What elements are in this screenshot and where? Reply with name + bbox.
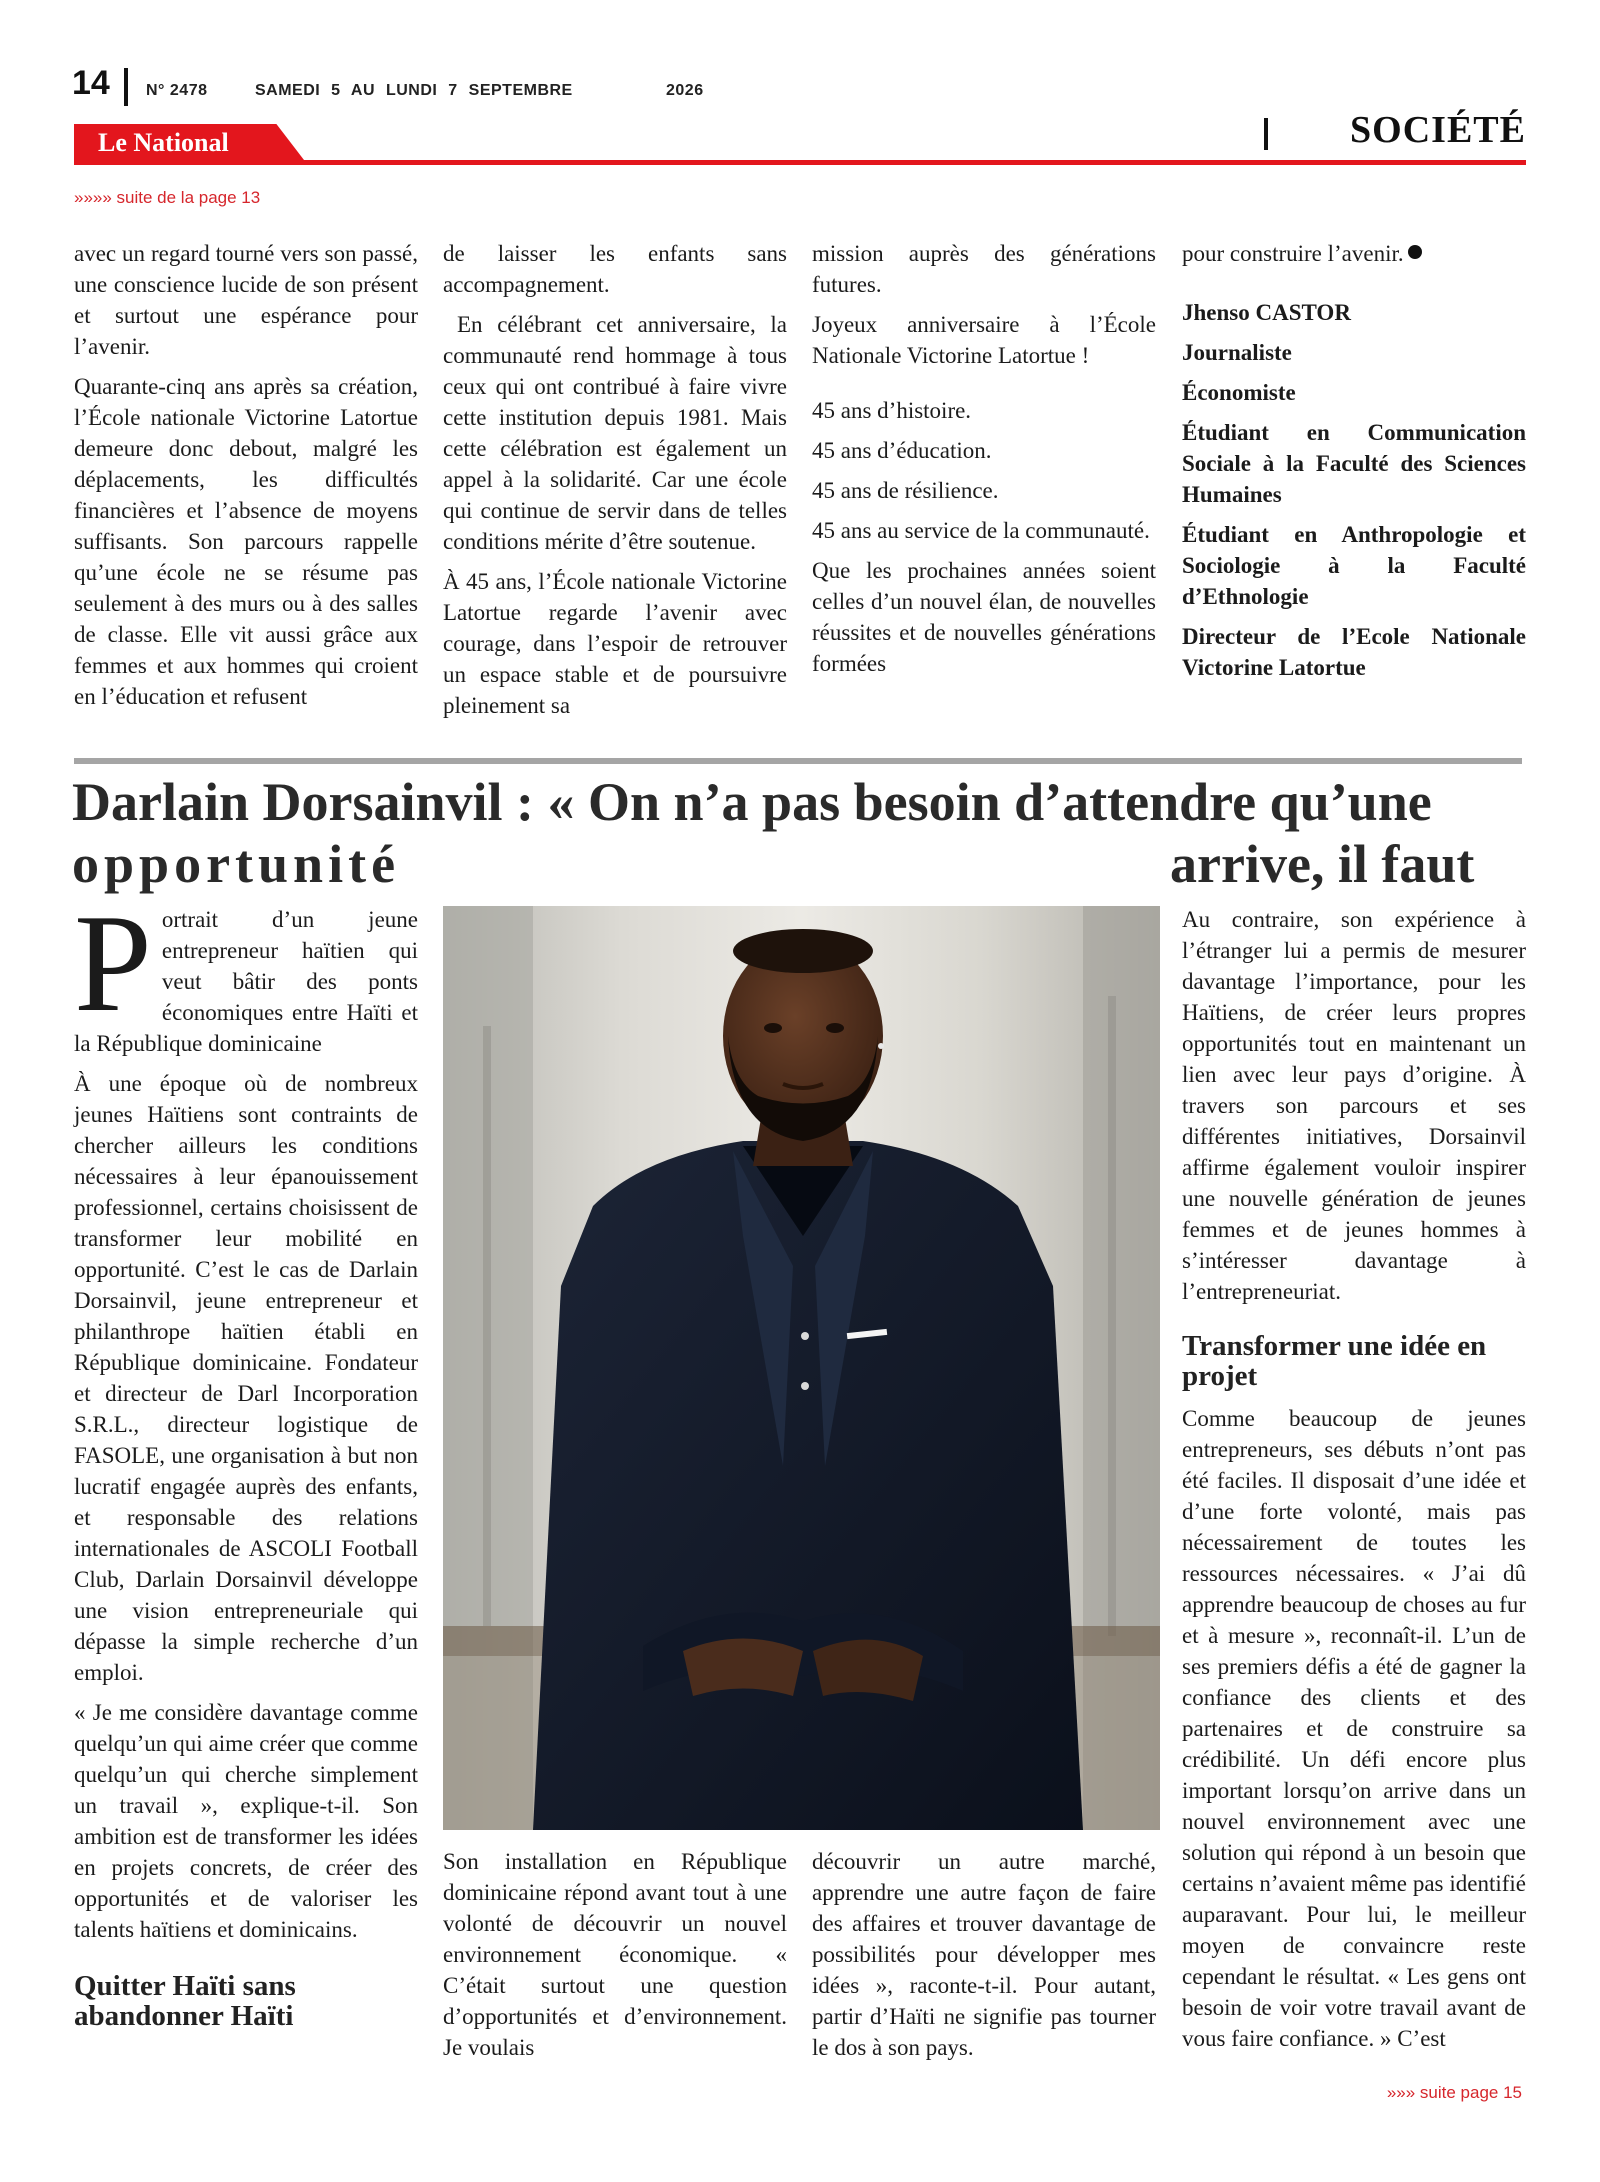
author-title: Journaliste: [1182, 340, 1292, 365]
end-mark-icon: [1408, 245, 1422, 259]
article-headline: Darlain Dorsainvil : « On n’a pas besoin d’attendre qu’une: [72, 772, 1432, 832]
author-title: Étudiant en Communication Sociale à la Faculté des Sciences Humaines: [1182, 420, 1526, 507]
paragraph: découvrir un autre marché, apprendre une autre façon de faire des affaires et trouver davantage de possibilités pour développer mes idées », raconte-t-il. Pour autant, partir d’Haïti ne signifie pas tourner le dos à son pays.: [812, 1849, 1156, 2060]
paragraph: Comme beaucoup de jeunes entrepreneurs, ses débuts n’ont pas été faciles. Il disposait d’une idée et d’une forte volonté, mais pas nécessairement de toutes les ressources nécessaires. « J’ai dû apprendre beaucoup de choses au fur et à mesure », reconnaît-il. L’un de ses premiers défis a été de gagner la confiance des clients et des partenaires et de construire sa crédibilité. Un défi encore plus important lorsqu’on arrive dans un nouvel environnement avec une solution qui répond à un besoin que certains n’avaient même pas identifié auparavant. Pour lui, le meilleur moyen de convaincre reste cependant le résultat. « Les gens ont besoin de voir votre travail avant de vous faire confiance. » C’est: [1182, 1406, 1526, 2051]
paragraph: À une époque où de nombreux jeunes Haïtiens sont contraints de chercher ailleurs les conditions nécessaires à leur épanouissement professionnel, certains choisissent de transformer leur mobilité en opportunité. C’est le cas de Darlain Dorsainvil, jeune entrepreneur et philanthrope haïtien établi en République dominicaine. Fondateur et directeur de Darl Incorporation S.R.L., directeur logistique de FASOLE, une organisation à but non lucratif engagée auprès des enfants, et responsable des relations internationales de ASCOLI Football Club, Darlain Dorsainvil développe une vision entrepreneuriale qui dépasse la simple recherche d’un emploi.: [74, 1071, 418, 1685]
article2-column-middle-b: [812, 1846, 1156, 2072]
lead-paragraph: [74, 886, 418, 1059]
author-title: Économiste: [1182, 380, 1296, 405]
paragraph: de laisser les enfants sans accompagnement.: [443, 241, 787, 297]
article1-column-1: [74, 238, 418, 721]
issue-date: SAMEDI 5 AU LUNDI 7 SEPTEMBRE: [255, 82, 573, 99]
author-title: Étudiant en Anthropologie et Sociologie à la Faculté d’Ethnologie: [1182, 522, 1526, 609]
paragraph: En célébrant cet anniversaire, la communauté rend hommage à tous ceux qui ont contribué à faire vivre cette institution depuis 1981. Mais cette célébration est également un appel à la solidarité. Car une école qui continue de servir dans de telles conditions mérite d’être soutenue.: [443, 312, 787, 554]
subheading: Transformer une idée en projet: [1182, 1330, 1487, 1392]
paragraph: Quarante-cinq ans après sa création, l’École nationale Victorine Latortue demeure donc debout, malgré les déplacements, les difficultés financières et l’absence de moyens suffisants. Son parcours rappelle qu’une école ne se résume pas seulement à des murs ou à des salles de classe. Elle vit aussi grâce aux femmes et aux hommes qui croient en l’éducation et refusent: [74, 374, 418, 709]
section-title: SOCIÉTÉ: [1350, 109, 1526, 151]
article2-column-middle-a: [443, 1846, 787, 2072]
section-divider: [1264, 118, 1268, 150]
drop-cap: P: [74, 886, 152, 1041]
issue-year: 2026: [666, 82, 704, 99]
folio-divider: [124, 68, 128, 106]
closing-text: pour construire l’avenir.: [1182, 241, 1404, 266]
article-headline-continued: opportunité: [72, 834, 401, 894]
paragraph: mission auprès des générations futures.: [812, 241, 1156, 297]
paragraph: 45 ans d’éducation.: [812, 438, 992, 463]
article2-column-right: [1182, 904, 1526, 2063]
author-name: Jhenso CASTOR: [1182, 300, 1351, 325]
subheading: Quitter Haïti sans abandonner Haïti: [74, 1970, 296, 2032]
continued-from: »»»» suite de la page 13: [74, 188, 261, 207]
article1-column-4: [1182, 238, 1526, 692]
paragraph: Son installation en République dominicaine répond avant tout à une volonté de découvrir un nouvel environnement économique. « C’était surtout une question d’opportunités et d’environnement. Je voulais: [443, 1849, 787, 2060]
author-title: Directeur de l’Ecole Nationale Victorine Latortue: [1182, 624, 1526, 680]
paragraph: Au contraire, son expérience à l’étranger lui a permis de mesurer davantage l’importance, pour les Haïtiens, de créer leurs propres opportunités tout en maintenant un lien avec leur pays d’origine. À travers son parcours et ses différentes initiatives, Dorsainvil affirme également vouloir inspirer une nouvelle génération de jeunes femmes et de jeunes hommes à s’intéresser davantage à l’entrepreneuriat.: [1182, 907, 1526, 1304]
article-headline-continued: arrive, il faut: [1170, 834, 1475, 894]
paragraph: 45 ans de résilience.: [812, 478, 999, 503]
brand-name: Le National: [98, 128, 229, 157]
page-number: 14: [72, 64, 110, 102]
paragraph: Joyeux anniversaire à l’École Nationale Victorine Latortue !: [812, 312, 1156, 368]
paragraph: À 45 ans, l’École nationale Victorine Latortue regarde l’avenir avec courage, dans l’espoir de retrouver un espace stable et de poursuivre pleinement sa: [443, 569, 787, 718]
paragraph: 45 ans d’histoire.: [812, 398, 972, 423]
article1-column-3: [812, 238, 1156, 688]
paragraph: 45 ans au service de la communauté.: [812, 518, 1150, 543]
issue-number: N° 2478: [146, 82, 208, 99]
portrait-photo: [443, 906, 1160, 1830]
paragraph: avec un regard tourné vers son passé, une conscience lucide de son présent et surtout une espérance pour l’avenir.: [74, 241, 418, 359]
continued-to: »»» suite page 15: [1386, 2083, 1522, 2102]
article-divider: [74, 758, 1522, 764]
closing-paragraph: [1182, 238, 1526, 269]
paragraph: « Je me considère davantage comme quelqu’un qui aime créer que comme quelqu’un qui cherche simplement un travail », explique-t-il. Son ambition est de transformer les idées en projets concrets, de créer des opportunités et de valoriser les talents haïtiens et dominicains.: [74, 1700, 418, 1942]
article2-column-left: [74, 886, 418, 2043]
paragraph: Que les prochaines années soient celles d’un nouvel élan, de nouvelles réussites et de nouvelles générations formées: [812, 558, 1156, 676]
header-rule: [74, 160, 1526, 165]
lead-text: ortrait d’un jeune entrepreneur haïtien qui veut bâtir des ponts économiques entre Haïti et la République dominicaine: [74, 907, 418, 1056]
article1-column-2: [443, 238, 787, 730]
